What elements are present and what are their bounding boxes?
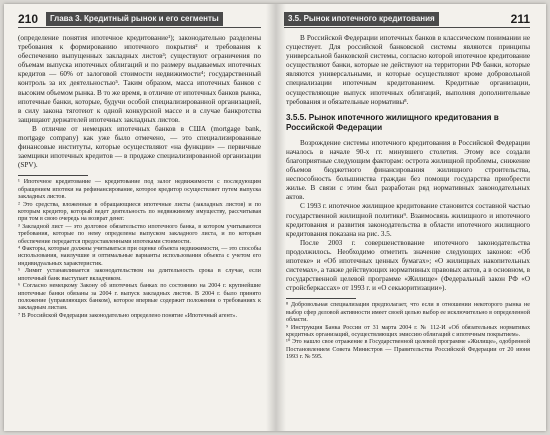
- paragraph: В отличие от немецких ипотечных банков в США (mortgage bank, mortgage company) как уже было отмечено, — это специализированные финансовые институты, которые осуществляют «на функции» — первичные заемщики ипотечных кредитов — в продаже специализированной организации (SPV).: [18, 124, 261, 170]
- book-gutter-shadow: [266, 4, 286, 431]
- footnote-rule: [18, 175, 88, 176]
- right-page-header: [284, 12, 530, 29]
- page-number: 211: [510, 12, 530, 26]
- section-heading: 3.5.5. Рынок ипотечного жилищного кредитования в Российской Федерации: [286, 112, 499, 133]
- book-spread: [4, 4, 546, 431]
- right-page-body: [286, 34, 530, 362]
- left-page-header: [18, 12, 261, 29]
- footnote: ⁴ Факторы, которые должны учитываться при оценке объекта недвижимости, — это способы использования, наилучшие и оптимальные варианты использования объекта с учетом его индивидуальных характеристик.: [18, 246, 261, 267]
- page-number: 210: [18, 12, 39, 26]
- footnote: ⁷ В Российской Федерации законодательно определено понятие «Ипотечный агент».: [18, 312, 238, 319]
- paragraph: (определение понятия ипотечное кредитование¹); законодательно разделены требования к формированию ипотечного покрытия² и требования к обеспечению выпущенных закладных листов³; существуют ограничения по объемам выпуска ипотечных облигаций и по размеру выдаваемых ипотечных кредитов — 60% от залоговой стоимости недвижимости⁴; государственный контроль за их деятельностью⁵. Таким образом, масса ипотечных банков с высоким объемом рынка. В то же время, в отличие от ипотечных банков рынка, ипотечные банки, которые, будучи особой специализированной организацией, в силу закона тяготеют к одной конкурсной массе и в случае банкротства защищают держателей ипотечных закладных листов.: [18, 34, 261, 124]
- right-page: [276, 4, 546, 431]
- footnote: ¹⁰ Это нашло свое отражение в Государственной целевой программе «Жилище», одобренной Постановлением Совета Министров — Правительства Российской Федерации от 20 июня 1993 г. № 595.: [286, 339, 530, 361]
- footnote-rule: [286, 298, 356, 299]
- left-page-body: [18, 34, 261, 320]
- paragraph: Возрождение системы ипотечного кредитования в Российской Федерации началось в начале 90-х гг. минувшего столетия. Этому все создали благоприятные следующим факторам: острота жилищной проблемы, снижение объемов бюджетного финансирования жилищного строительства, неспособность большинства граждан без помощи государства приобрести жилье. В связи с этим был разработан ряд нормативных законодательных актов.: [286, 138, 530, 202]
- left-page: [4, 4, 274, 431]
- footnote: ⁹ Инструкция Банка России от 31 марта 2004 г. № 112-И «Об обязательных нормативах кредитных организаций, осуществляющих эмиссию облигаций с ипотечным покрытием».: [286, 324, 530, 338]
- paragraph: С 1993 г. ипотечное жилищное кредитование становится составной частью государственной жилищной политики⁹. Взаимосвязь жилищного и ипотечного кредитования и развития законодательства в области ипотечного жилищного кредитования показана на рис. 3.5.: [286, 202, 530, 238]
- footnote: ⁵ Лимит устанавливается законодательством на длительность срока в случае, если ипотечный банк выступает вкладчиком.: [18, 268, 261, 282]
- running-head: 3.5. Рынок ипотечного кредитования: [284, 12, 439, 26]
- header-rule: [284, 27, 530, 28]
- footnote: ³ Закладной лист — это долговое обязательство ипотечного банка, в котором учитываются требования, которые по нему определены выпуском закладного листа, и по которым обеспечение передается предоставленными ипотеками стоимости.: [18, 223, 261, 245]
- header-rule: [18, 27, 261, 28]
- footnote: ⁸ Добровольная специализация предполагает, что если в отношении некоторого рынка не выбор сфер деловой активности имеет своей целью выбор ее исключительно в определенной области.: [286, 302, 530, 324]
- running-head: Глава 3. Кредитный рынок и его сегменты: [46, 12, 223, 26]
- footnote: ² Это средства, вложенные в обращающиеся ипотечные листы (закладных листов) и по которым кредитор, который ведет деятельность по недвижимому имуществу, рассчитывая при том в свою очередь на возврат денег.: [18, 201, 261, 223]
- footnote: ⁶ Согласно немецкому Закону об ипотечных банках по состоянию на 2004 г. крупнейшие ипотечные банки обязаны за 2004 г. выпуск закладных листов. В 2004 г. было принято положение (управляющих банком), которое впервые содержит положения о требованиях к закладным листам.: [18, 283, 261, 312]
- paragraph: После 2003 г. совершенствование ипотечного законодательства продолжилось. Необходимо отметить значение следующих законов: «Об ипотеке» и «Об ипотечных ценных бумагах»; «О жилищных накопительных системах», а также действующих нормативных правовых актов, а в основном, в государственной целевой программе «Жилище» (Федеральный закон РФ «О стройсберкассах» от 1993 г. и «О секьюритизации»).: [286, 238, 530, 293]
- paragraph: В Российской Федерации ипотечных банков в классическом понимании не существует. Для российской банковской системы являются принципы универсальной банковской системы, согласно которой ипотечное кредитование осуществляют банки, которые не действуют на территории РФ банки, которые являются универсальными, и которые осуществляют кроме добровольной специализации ипотечным кредитованием. Кредитные организации, осуществляющие выпуск ипотечных облигаций, выполняя дополнительные требования и обязательные нормативы⁸.: [286, 34, 530, 106]
- footnote: ¹ Ипотечное кредитование — кредитование под залог недвижимости с последующим обращением ипотеки на рефинансирование, которое кредитор осуществляет путем выпуска закладных листов.: [18, 179, 261, 201]
